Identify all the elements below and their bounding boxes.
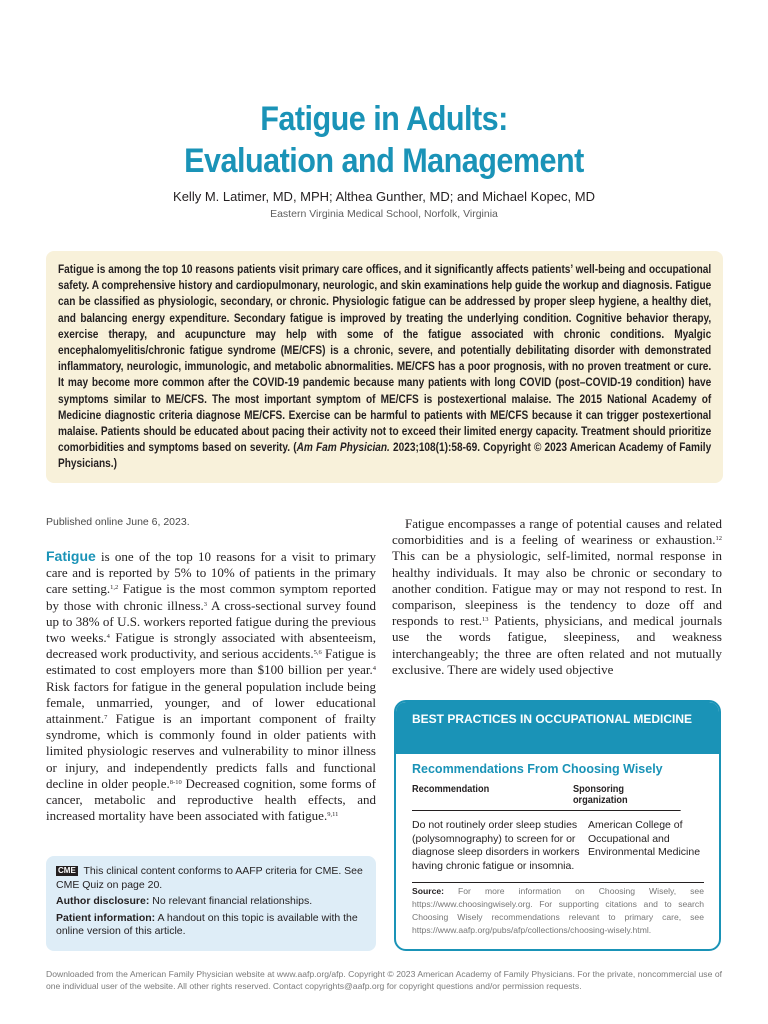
reference-superscript: 1,2 xyxy=(110,584,119,592)
organization-cell: American College of Occupational and Environmental Medicine xyxy=(588,819,701,858)
body-text: A cross-sectional survey found up to 38% of U.S. workers reported fatigue during the previous two weeks. xyxy=(46,597,376,646)
recommendation-table xyxy=(412,784,704,873)
source-text: For more information on Choosing Wisely, see https://www.choosingwisely.org. For supporting citations and to search Choosing Wisely recommendations relevant to primary care, see https://www.aafp.org/pubs/afp/collections/choosing-wisely.html. xyxy=(412,886,704,935)
body-column-left xyxy=(46,548,376,824)
body-text: Risk factors for fatigue in the general population include being female, unmarried, younger, and of lower educational attainment. xyxy=(46,678,376,727)
body-text: Fatigue is strongly associated with absenteeism, decreased work productivity, and serious accidents. xyxy=(46,630,376,662)
article-title-line-2: Evaluation and Management xyxy=(184,142,584,180)
column-header-recommendation: Recommendation xyxy=(412,784,490,795)
abstract-citation: 2023;108(1):58-69. Copyright © 2023 American Academy of Family Physicians.) xyxy=(58,442,712,471)
reference-superscript: 12 xyxy=(715,535,722,543)
source-note xyxy=(412,885,704,937)
body-text: Fatigue is the most common symptom reported by those with chronic illness. xyxy=(46,581,376,613)
reference-superscript: 3 xyxy=(203,600,208,608)
abstract-box xyxy=(46,251,723,483)
journal-name: Am Fam Physician. xyxy=(296,442,390,455)
body-text: Fatigue is estimated to cost employers more than $100 billion per year. xyxy=(46,646,376,678)
source-label: Source: xyxy=(412,886,444,896)
reference-superscript: 9,11 xyxy=(327,811,339,819)
source-divider xyxy=(412,882,704,883)
patient-information xyxy=(56,912,366,939)
reference-superscript: 5,6 xyxy=(313,649,322,657)
cme-statement xyxy=(56,865,366,892)
disclosure-label: Author disclosure: xyxy=(56,895,150,907)
best-practices-header: BEST PRACTICES IN OCCUPATIONAL MEDICINE xyxy=(396,702,719,754)
body-text: Patients, physicians, and medical journals use the words fatigue, sleepiness, and weakness interchangeably; the three are often related and not mutually exclusive. There are widely used objective xyxy=(392,613,722,677)
body-text: is one of the top 10 reasons for a visit to primary care and is reported by 5% to 10% of patients in the primary care setting. xyxy=(46,549,376,597)
definition-paragraph xyxy=(392,516,722,678)
column-header-organization: Sponsoring organization xyxy=(572,784,628,806)
table-row xyxy=(412,811,704,873)
cme-text: This clinical content conforms to AAFP criteria for CME. See CME Quiz on page 20. xyxy=(56,865,363,891)
author-list: Kelly M. Latimer, MD, MPH; Althea Gunther, MD; and Michael Kopec, MD xyxy=(173,189,595,204)
best-practices-box xyxy=(394,700,721,951)
best-practices-subtitle: Recommendations From Choosing Wisely xyxy=(412,762,663,776)
reference-superscript: 4 xyxy=(106,633,110,641)
recommendation-cell: Do not routinely order sleep studies (polysomnography) to screen for or diagnose sleep disorders in workers having chronic fatigue or insomnia. xyxy=(412,819,580,872)
disclosure-text: No relevant financial relationships. xyxy=(149,895,313,907)
body-text: Fatigue is an important component of frailty syndrome, which is commonly found in older patients with limited physiologic reserves and vulnerability to minor illness or injury, and independently predicts falls and functional decline in older people. xyxy=(46,711,376,791)
intro-paragraph xyxy=(46,548,376,824)
reference-superscript: 13 xyxy=(482,616,489,624)
table-header-row xyxy=(412,784,681,811)
body-text: Fatigue encompasses a range of potential causes and related comorbidities and is a feeling of weariness or exhaustion. xyxy=(392,516,722,548)
reference-superscript: 4 xyxy=(372,665,376,673)
article-title-line-1: Fatigue in Adults: xyxy=(260,100,508,138)
cme-info-box xyxy=(46,856,376,951)
reference-superscript: 7 xyxy=(104,714,108,722)
copyright-footer: Downloaded from the American Family Physician website at www.aafp.org/afp. Copyright © 2023 American Academy of Family Physicians. For the private, noncommercial use of one individual user of the website. All other rights reserved. Contact copyrights@aafp.org for copyright questions and/or permission requests. xyxy=(46,969,722,991)
patient-info-label: Patient information: xyxy=(56,911,156,924)
author-affiliation: Eastern Virginia Medical School, Norfolk, Virginia xyxy=(270,208,498,220)
article-title xyxy=(38,98,729,182)
body-text: This can be a physiologic, self-limited, normal response in healthy individuals. It may also be chronic or secondary to another condition. Fatigue may or may not respond to rest. In comparison, sleepiness is the tendency to doze off and responds to rest. xyxy=(392,548,722,629)
abstract-body: Fatigue is among the top 10 reasons patients visit primary care offices, and it significantly affects patients’ well-being and occupational safety. A comprehensive history and cardiopulmonary, neurologic, and skin examinations help guide the workup and diagnosis. Fatigue can be classified as physiologic, secondary, or chronic. Physiologic fatigue can be addressed by proper sleep hygiene, a healthy diet, and balancing energy expenditure. Secondary fatigue is improved by treating the underlying condition. Cognitive behavior therapy, exercise therapy, and acupuncture may help with some of the fatigue associated with chronic conditions. Myalgic encephalomyelitis/chronic fatigue syndrome (ME/CFS) is a chronic, severe, and potentially debilitating disorder with demonstrated inflammatory, neurologic, immunologic, and metabolic abnormalities. ME/CFS has a poor prognosis, with no proven treatment or cure. It may become more common after the COVID-19 pandemic because many patients with long COVID (post–COVID-19 condition) have symptoms similar to ME/CFS. The most important symptom of ME/CFS is postexertional malaise. The 2015 National Academy of Medicine diagnostic criteria diagnose ME/CFS. Exercise can be harmful to patients with ME/CFS because it can trigger postexertional malaise. Patients should be educated about pacing their activity not to exceed their limited energy capacity. Treatment should prioritize comorbidities and symptoms based on severity. ( xyxy=(58,264,712,455)
body-text: Decreased cognition, some forms of cancer, metabolic and reproductive health effects, and increased mortality have been associated with fatigue. xyxy=(46,775,376,824)
abstract-text xyxy=(58,262,711,473)
body-column-right xyxy=(392,516,722,678)
lead-word: Fatigue xyxy=(46,548,96,564)
patient-info-text: A handout on this topic is available with the online version of this article. xyxy=(56,911,358,937)
cme-badge: CME xyxy=(58,866,76,875)
reference-superscript: 8-10 xyxy=(169,778,182,786)
published-date: Published online June 6, 2023. xyxy=(46,516,190,528)
author-disclosure xyxy=(56,895,366,909)
